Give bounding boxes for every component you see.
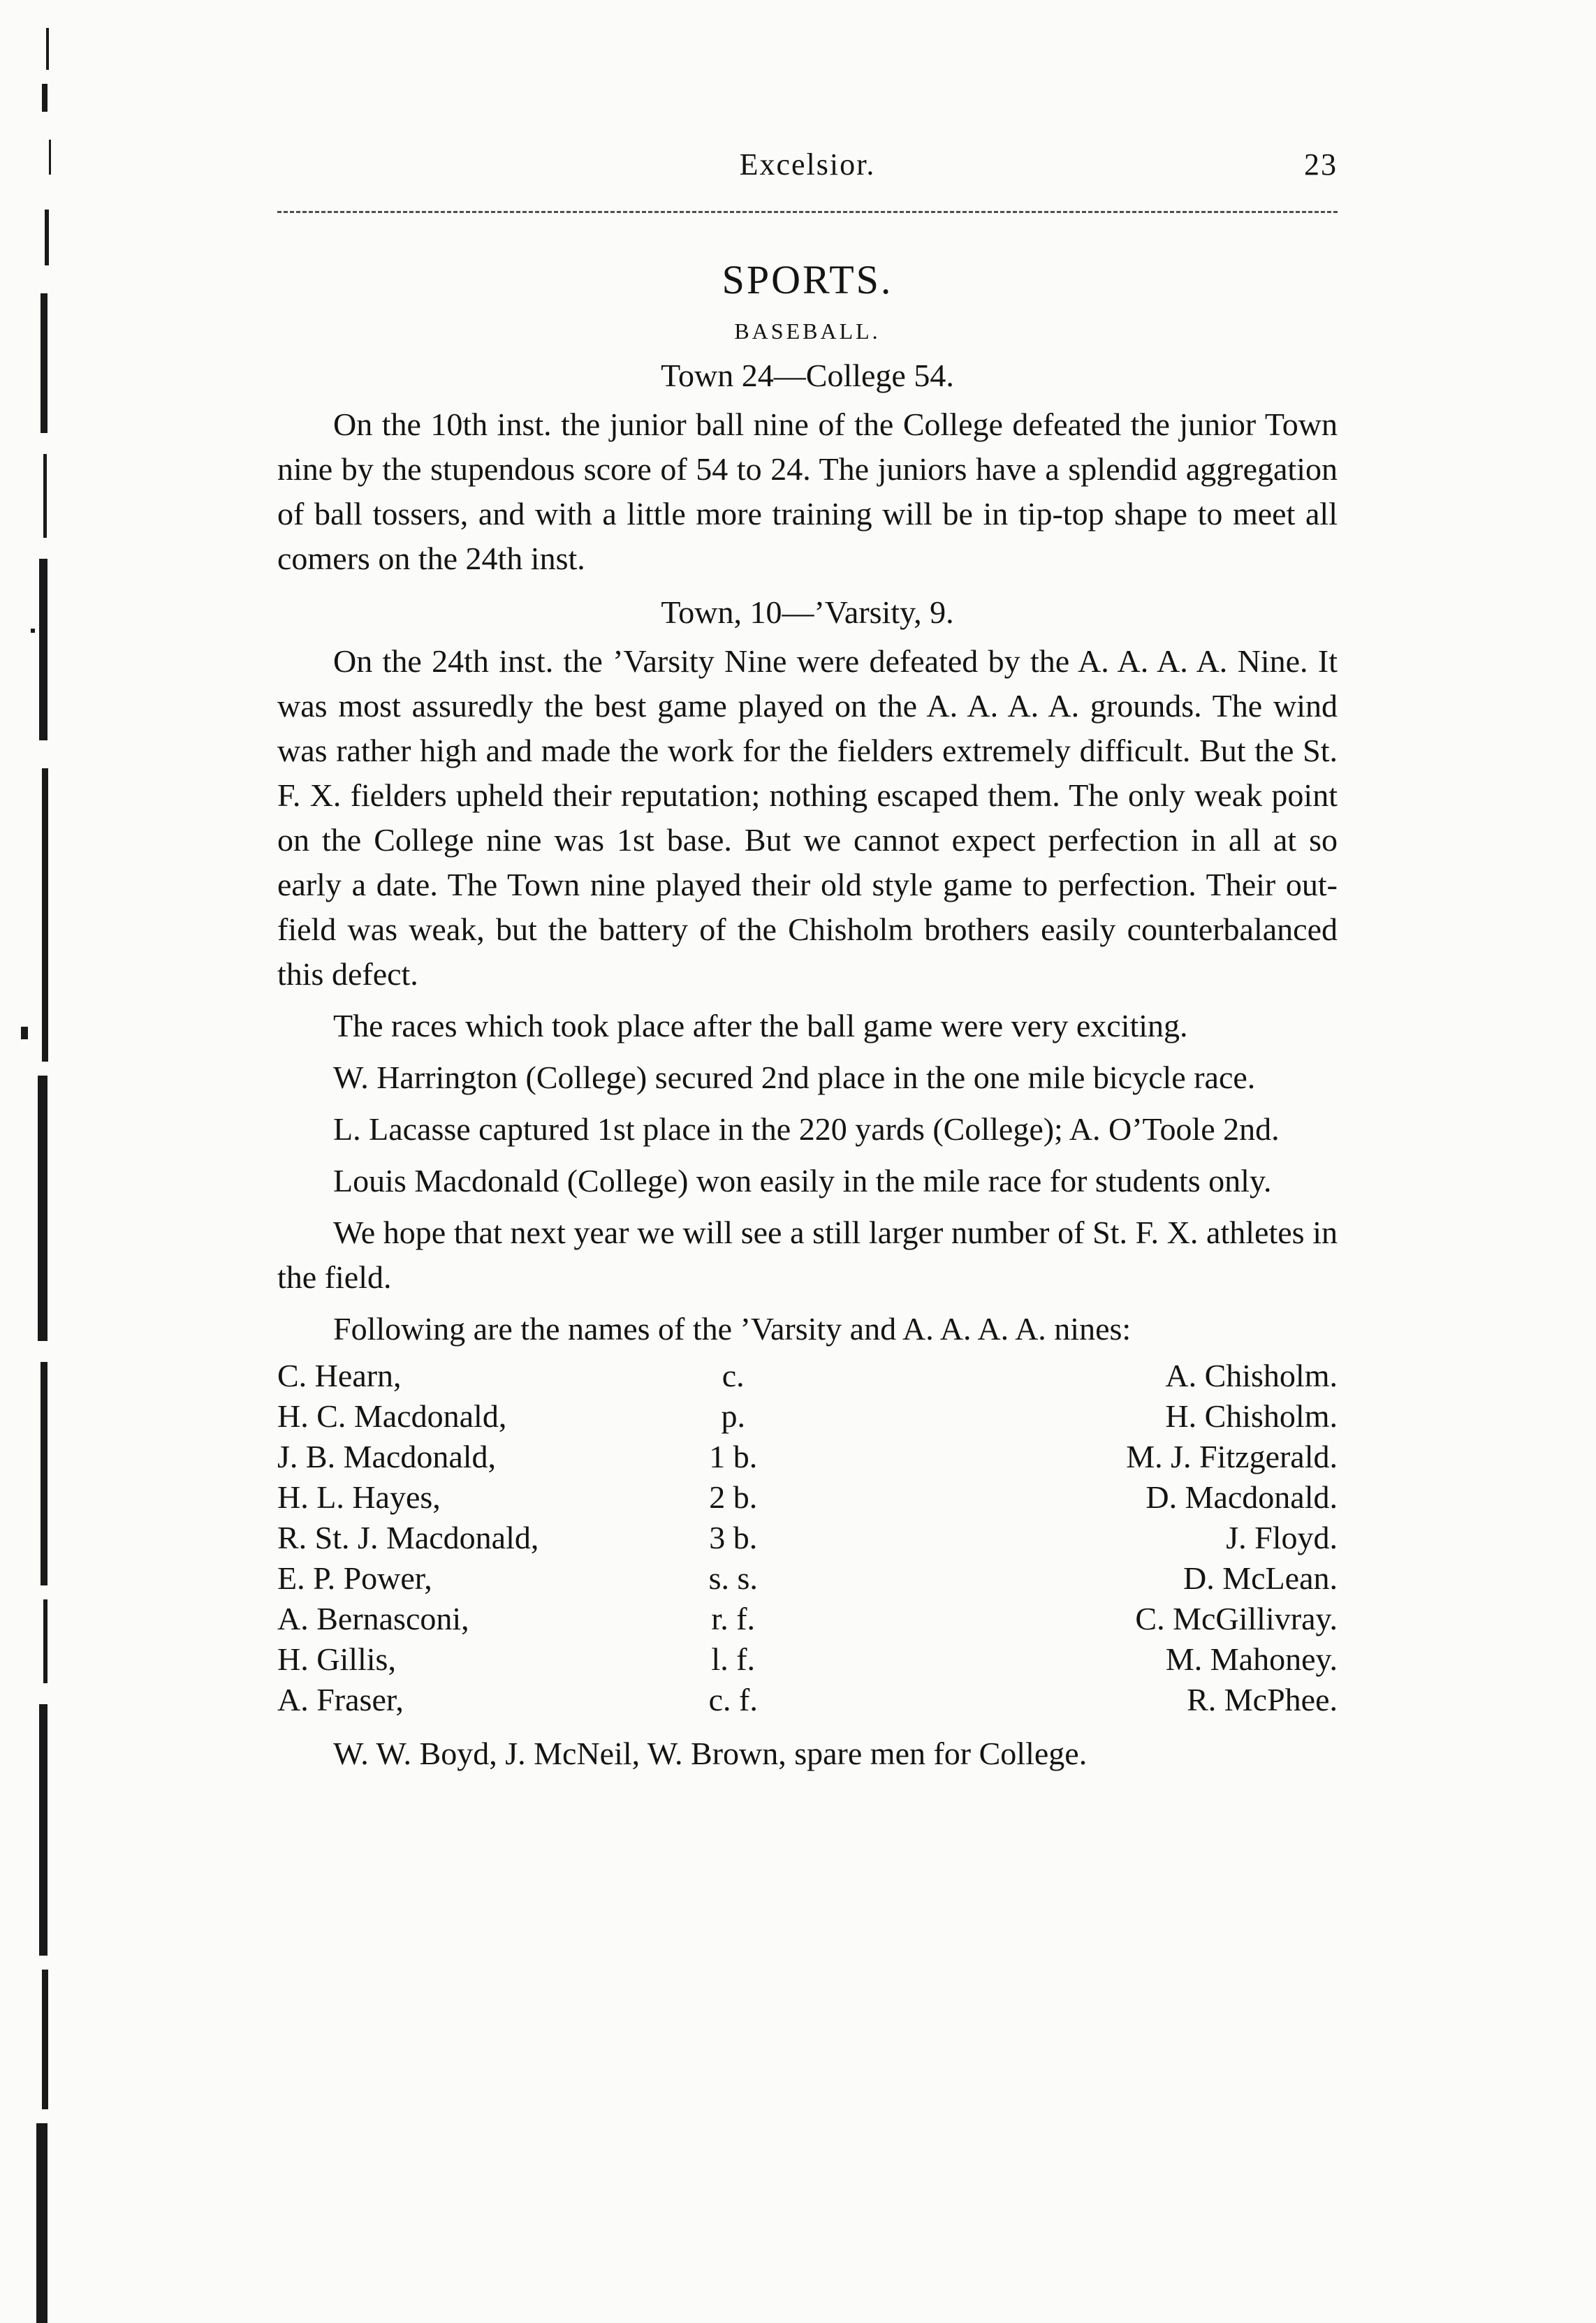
- college-player-name: J. B. Macdonald,: [277, 1439, 497, 1474]
- header-rule: [277, 211, 1338, 213]
- player-position: 2 b.: [709, 1479, 758, 1515]
- roster-row: [277, 1437, 1338, 1477]
- roster-table: [277, 1356, 1338, 1720]
- subheading: BASEBALL.: [734, 318, 881, 344]
- college-player-name: A. Fraser,: [277, 1682, 404, 1717]
- game2-paragraph: On the 24th inst. the ’Varsity Nine were defeated by the A. A. A. A. Nine. It was most assuredly the best game played on the A. A. A. A. grounds. The wind was rather high and made the work for the fielders extremely difficult. But the St. F. X. fielders upheld their reputation; nothing escaped them. The only weak point on the College nine was 1st base. But we cannot expect perfection in all at so early a date. The Town nine played their old style game to perfection. Their out-field was weak, but the battery of the Chisholm brothers easily counterbalanced this defect.: [277, 643, 1338, 992]
- bicycle-race-paragraph: W. Harrington (College) secured 2nd place in the one mile bicycle race.: [333, 1060, 1256, 1095]
- player-position: c.: [722, 1358, 745, 1393]
- 220-yards-paragraph: L. Lacasse captured 1st place in the 220 yards (College); A. O’Toole 2nd.: [333, 1111, 1280, 1147]
- player-position: 3 b.: [709, 1520, 758, 1555]
- page-number: 23: [1304, 147, 1338, 182]
- player-position: 1 b.: [709, 1439, 758, 1474]
- town-player-name: D. McLean.: [1183, 1560, 1338, 1596]
- roster-row: [277, 1518, 1338, 1558]
- mile-race-paragraph: Louis Macdonald (College) won easily in the mile race for students only.: [333, 1163, 1272, 1199]
- college-player-name: A. Bernasconi,: [277, 1601, 469, 1636]
- town-player-name: C. McGillivray.: [1135, 1601, 1338, 1636]
- player-position: s. s.: [708, 1560, 758, 1596]
- college-player-name: H. C. Macdonald,: [277, 1398, 507, 1434]
- player-position: p.: [721, 1398, 745, 1434]
- roster-row: [277, 1599, 1338, 1639]
- player-position: r. f.: [711, 1601, 756, 1636]
- college-player-name: H. Gillis,: [277, 1641, 396, 1677]
- roster-row: [277, 1558, 1338, 1599]
- running-head: [277, 147, 1338, 189]
- college-player-name: C. Hearn,: [277, 1358, 402, 1393]
- binding-edge-shadow: [0, 0, 105, 2323]
- races-paragraph: The races which took place after the ball game were very exciting.: [333, 1008, 1188, 1043]
- town-player-name: D. Macdonald.: [1145, 1479, 1338, 1515]
- nines-intro-paragraph: Following are the names of the ’Varsity and A. A. A. A. nines:: [333, 1311, 1132, 1347]
- college-player-name: R. St. J. Macdonald,: [277, 1520, 539, 1555]
- college-player-name: E. P. Power,: [277, 1560, 432, 1596]
- town-player-name: A. Chisholm.: [1165, 1358, 1338, 1393]
- roster-row: [277, 1477, 1338, 1518]
- roster-row: [277, 1356, 1338, 1396]
- game1-paragraph: On the 10th inst. the junior ball nine of the College defeated the junior Town nine by the stupendous score of 54 to 24. The juniors have a splendid aggregation of ball tossers, and with a little more training will be in tip-top shape to meet all comers on the 24th inst.: [277, 406, 1338, 576]
- game2-score: Town, 10—’Varsity, 9.: [661, 594, 954, 630]
- college-player-name: H. L. Hayes,: [277, 1479, 441, 1515]
- game1-score: Town 24—College 54.: [661, 358, 954, 393]
- document-page: [277, 147, 1338, 1776]
- roster-row: [277, 1639, 1338, 1680]
- roster-row: [277, 1680, 1338, 1720]
- roster-row: [277, 1396, 1338, 1437]
- spare-men: W. W. Boyd, J. McNeil, W. Brown, spare men for College.: [333, 1736, 1088, 1771]
- player-position: l. f.: [711, 1641, 756, 1677]
- town-player-name: R. McPhee.: [1187, 1682, 1338, 1717]
- town-player-name: M. J. Fitzgerald.: [1126, 1439, 1338, 1474]
- hope-paragraph: We hope that next year we will see a still larger number of St. F. X. athletes in the field.: [277, 1215, 1338, 1295]
- journal-title: Excelsior.: [739, 147, 876, 182]
- town-player-name: J. Floyd.: [1226, 1520, 1338, 1555]
- player-position: c. f.: [708, 1682, 758, 1717]
- section-title: SPORTS.: [722, 257, 893, 302]
- town-player-name: H. Chisholm.: [1165, 1398, 1338, 1434]
- town-player-name: M. Mahoney.: [1165, 1641, 1338, 1677]
